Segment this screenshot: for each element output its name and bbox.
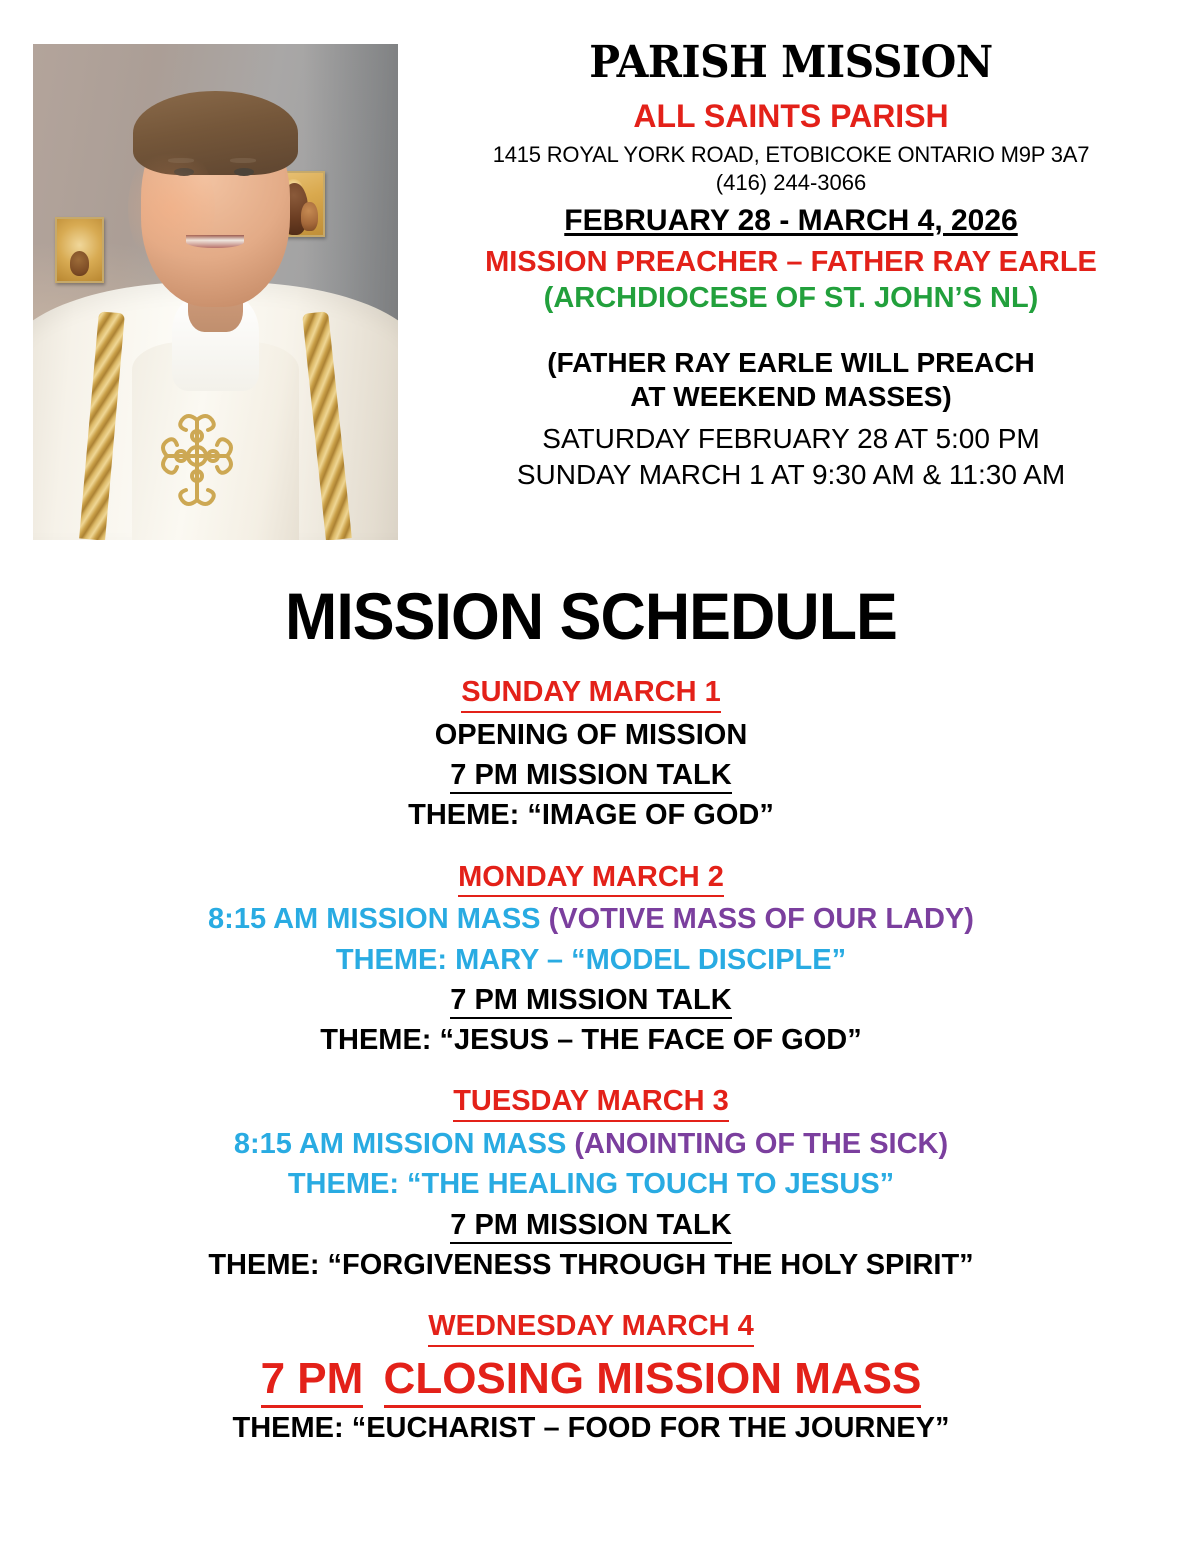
day-block-wednesday (0, 1309, 1182, 1446)
closing-mass-title: CLOSING MISSION MASS (384, 1354, 922, 1408)
page-title: PARISH MISSION (589, 37, 993, 88)
face-warm-light (128, 143, 216, 272)
day-block-tuesday (0, 1084, 1182, 1283)
eyebrow-right (230, 158, 256, 163)
monday-mass-time: 8:15 AM MISSION MASS (208, 903, 541, 936)
day-heading-tuesday: TUESDAY MARCH 3 (453, 1084, 729, 1122)
header-text-column (410, 37, 1172, 491)
parish-address: 1415 ROYAL YORK ROAD, ETOBICOKE ONTARIO M9P 3A7 (492, 141, 1090, 167)
parish-phone: (416) 244-3066 (715, 169, 867, 195)
preach-note-line1: (FATHER RAY EARLE WILL PREACH (547, 346, 1035, 378)
monday-mass-theme: THEME: MARY – “MODEL DISCIPLE” (335, 943, 847, 976)
mission-schedule-section (0, 579, 1182, 1446)
monday-mass-line (0, 901, 1182, 937)
tuesday-mass-line (0, 1126, 1182, 1162)
monday-talk-theme: THEME: “JESUS – THE FACE OF GOD” (320, 1024, 862, 1057)
tuesday-talk-text: 7 PM MISSION TALK (450, 1209, 731, 1244)
day-heading-monday: MONDAY MARCH 2 (458, 860, 724, 898)
monday-talk (0, 982, 1182, 1018)
saturday-mass: SATURDAY FEBRUARY 28 AT 5:00 PM (542, 422, 1040, 454)
sunday-talk-theme: THEME: “IMAGE OF GOD” (408, 799, 774, 832)
sunday-talk (0, 757, 1182, 793)
archdiocese: (ARCHDIOCESE OF ST. JOHN’S NL) (543, 282, 1039, 315)
day-heading-wednesday: WEDNESDAY MARCH 4 (428, 1309, 754, 1347)
mission-preacher: MISSION PREACHER – FATHER RAY EARLE (485, 246, 1097, 279)
sunday-talk-text: 7 PM MISSION TALK (450, 759, 731, 794)
sunday-opening: OPENING OF MISSION (434, 718, 748, 751)
tuesday-mass-note: (ANOINTING OF THE SICK) (574, 1128, 949, 1161)
day-block-monday (0, 860, 1182, 1059)
parish-name: ALL SAINTS PARISH (633, 98, 949, 135)
priest-figure (33, 44, 398, 540)
tuesday-talk-theme: THEME: “FORGIVENESS THROUGH THE HOLY SPIRIT” (208, 1248, 974, 1281)
closing-mass-time: 7 PM (261, 1354, 364, 1408)
tuesday-mass-theme: THEME: “THE HEALING TOUCH TO JESUS” (287, 1168, 895, 1201)
priest-photo (33, 44, 398, 540)
closing-mass-line (0, 1353, 1182, 1406)
gold-cross-emblem (155, 406, 239, 510)
day-block-sunday (0, 675, 1182, 834)
monday-mass-note: (VOTIVE MASS OF OUR LADY) (548, 903, 974, 936)
closing-mass-theme: THEME: “EUCHARIST – FOOD FOR THE JOURNEY” (232, 1411, 950, 1444)
day-heading-sunday: SUNDAY MARCH 1 (461, 675, 720, 713)
monday-talk-text: 7 PM MISSION TALK (450, 984, 731, 1019)
tuesday-talk (0, 1207, 1182, 1243)
sunday-mass: SUNDAY MARCH 1 AT 9:30 AM & 11:30 AM (516, 458, 1066, 490)
mission-schedule-heading: MISSION SCHEDULE (285, 579, 897, 653)
mission-dates: FEBRUARY 28 - MARCH 4, 2026 (564, 203, 1018, 237)
preach-note-line2: AT WEEKEND MASSES) (630, 380, 952, 412)
tuesday-mass-time: 8:15 AM MISSION MASS (233, 1128, 567, 1161)
